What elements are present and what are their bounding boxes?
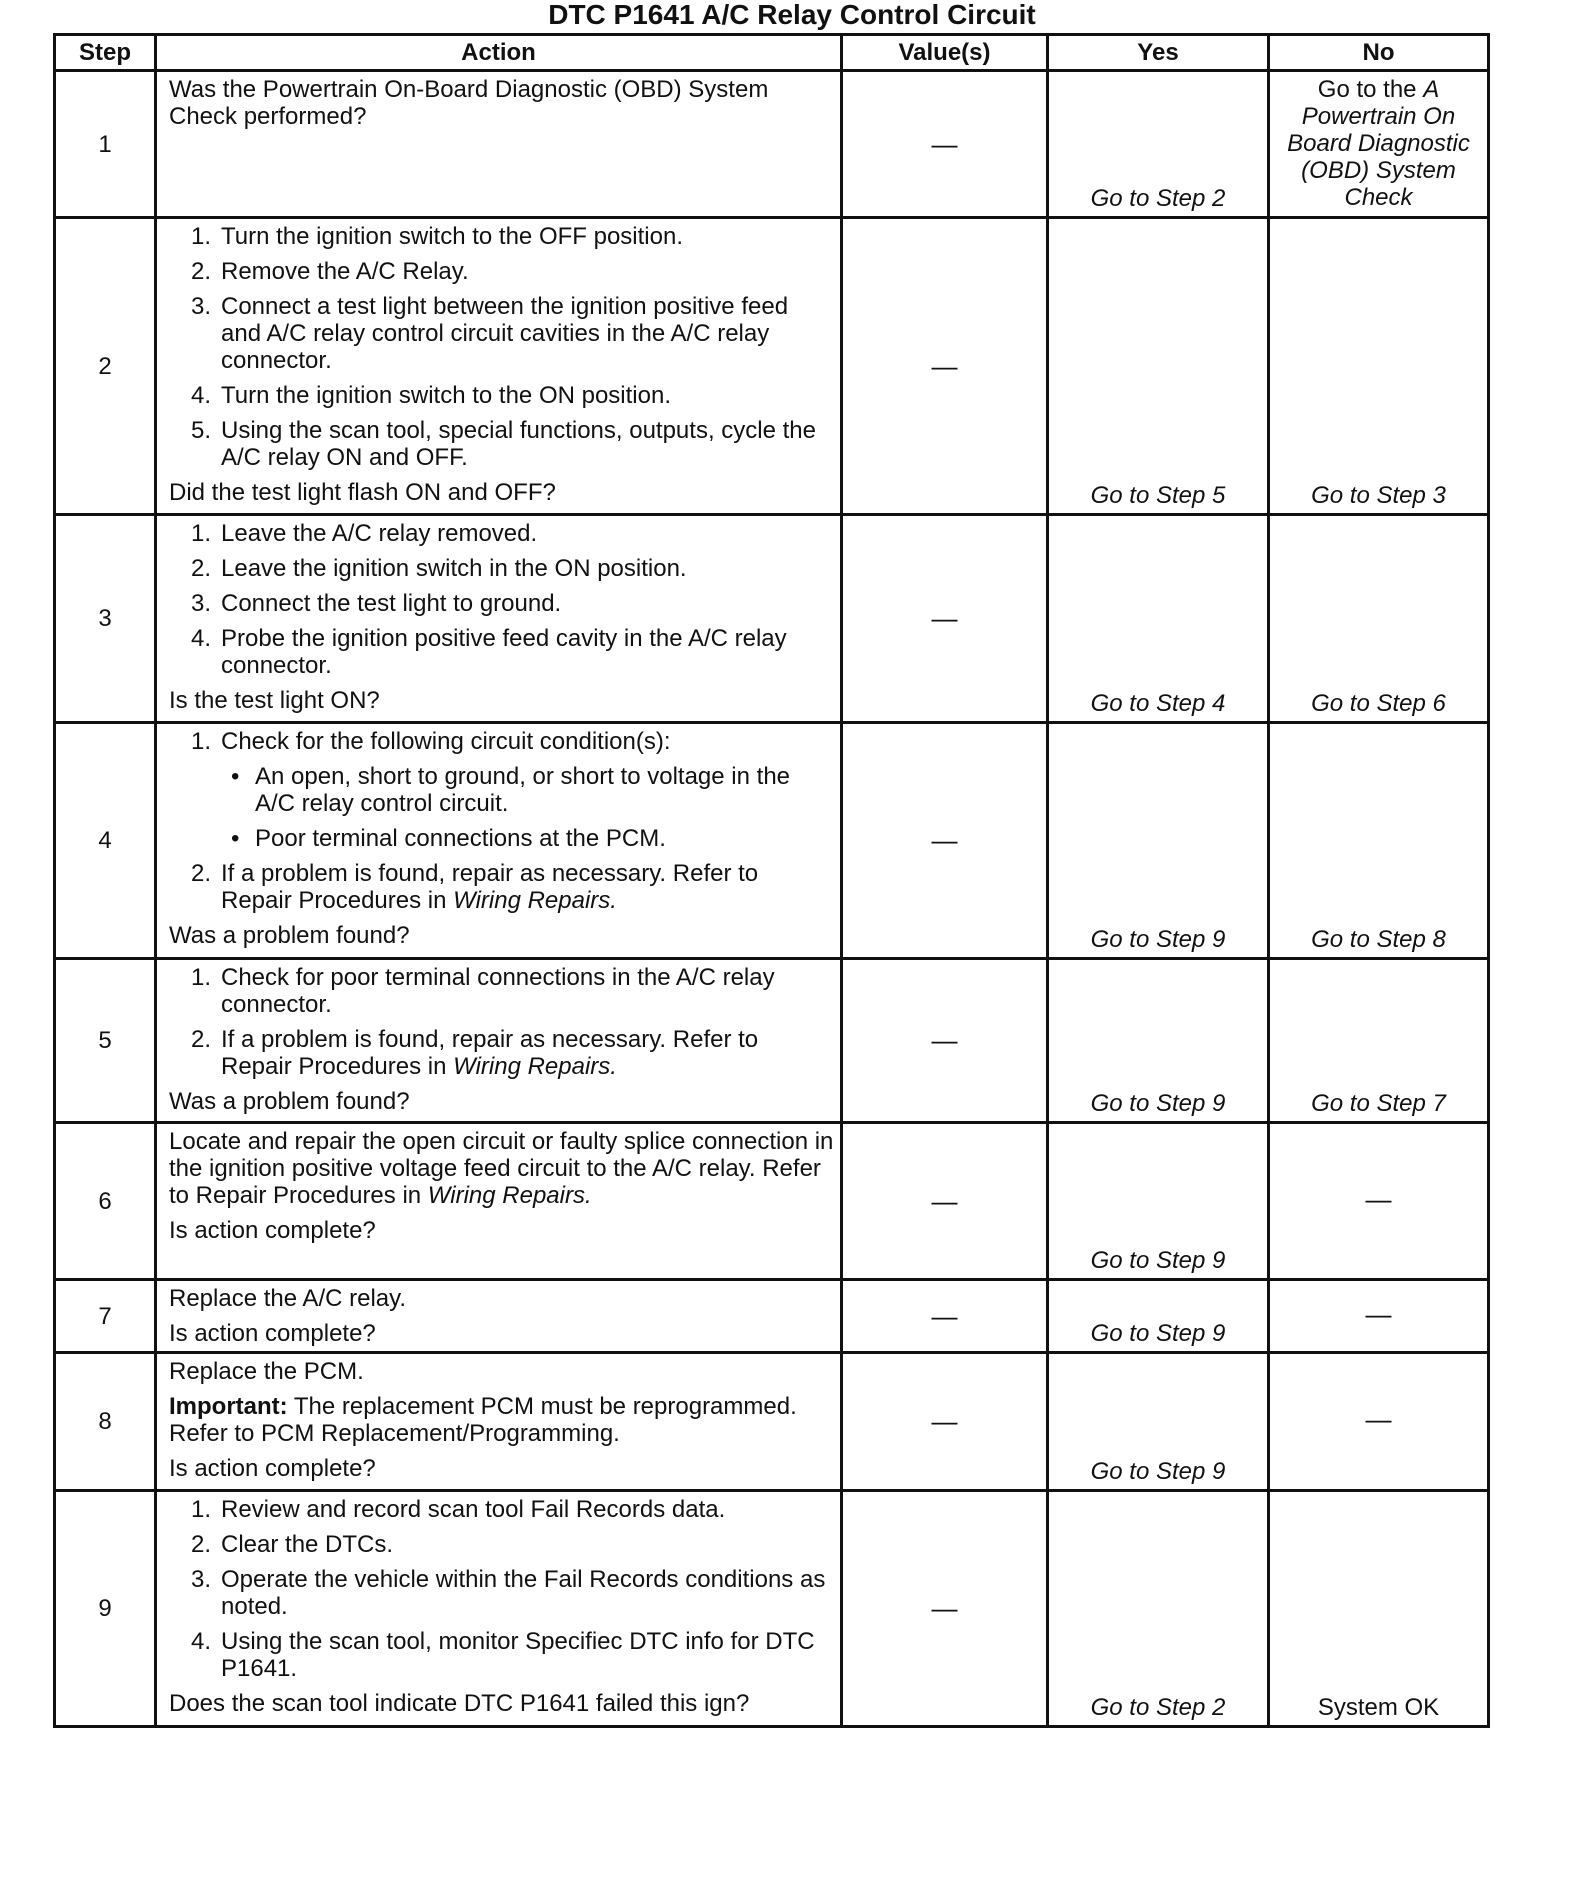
action-text: Was the Powertrain On-Board Diagnostic (OBD) System Check performed? [169, 76, 769, 130]
list-item: 3. Connect a test light between the ignition positive feed and A/C relay control circuit cavities in the A/C relay connector. [190, 293, 789, 374]
list-item: 3. Operate the vehicle within the Fail Records conditions as noted. [190, 1566, 826, 1620]
column-header-step: Step [55, 35, 156, 71]
action-cell [156, 1280, 842, 1353]
action-question: Was a problem found? [169, 1088, 410, 1115]
step-number: 5 [55, 959, 156, 1123]
yes-cell: Go to Step 9 [1048, 1280, 1269, 1353]
step-number: 1 [55, 71, 156, 218]
no-text: Go to the [1317, 76, 1424, 103]
table-row [55, 71, 1489, 218]
no-cell [1269, 71, 1489, 218]
list-item: 1. Review and record scan tool Fail Records data. [190, 1496, 726, 1523]
value-cell: — [842, 71, 1048, 218]
step-number: 2 [55, 218, 156, 515]
action-question: Is the test light ON? [169, 687, 380, 714]
step-number: 3 [55, 515, 156, 723]
list-item: 3. Connect the test light to ground. [190, 590, 562, 617]
no-cell: Go to Step 3 [1269, 218, 1489, 515]
action-text: Replace the A/C relay. [169, 1285, 407, 1312]
list-item: 2. Leave the ignition switch in the ON position. [190, 555, 687, 582]
list-item: 4. Using the scan tool, monitor Specifiec DTC info for DTC P1641. [190, 1628, 815, 1682]
table-header-row [55, 35, 1489, 71]
action-cell [156, 1491, 842, 1727]
step-number: 4 [55, 723, 156, 959]
list-item: 2. If a problem is found, repair as necessary. Refer to Repair Procedures in Wiring Repairs. [190, 1026, 759, 1080]
yes-cell: Go to Step 4 [1048, 515, 1269, 723]
value-cell: — [842, 1353, 1048, 1491]
table-row [55, 959, 1489, 1123]
yes-cell: Go to Step 9 [1048, 1123, 1269, 1280]
value-cell: — [842, 218, 1048, 515]
table-row [55, 1491, 1489, 1727]
yes-cell: Go to Step 2 [1048, 1491, 1269, 1727]
diagnostic-table [53, 33, 1490, 1728]
list-item: 1. Turn the ignition switch to the OFF position. [190, 223, 683, 250]
action-question: Does the scan tool indicate DTC P1641 failed this ign? [169, 1690, 750, 1717]
no-cell: — [1269, 1353, 1489, 1491]
table-row [55, 218, 1489, 515]
action-cell [156, 515, 842, 723]
action-text: Replace the PCM. [169, 1358, 364, 1385]
value-cell: — [842, 1280, 1048, 1353]
value-cell: — [842, 1123, 1048, 1280]
no-cell: Go to Step 6 [1269, 515, 1489, 723]
table-row [55, 723, 1489, 959]
page-title: DTC P1641 A/C Relay Control Circuit [548, 0, 1036, 30]
column-header-yes: Yes [1048, 35, 1269, 71]
list-item: 1. Check for poor terminal connections in the A/C relay connector. [190, 964, 775, 1018]
list-item: 1. Leave the A/C relay removed. [190, 520, 538, 547]
action-question: Is action complete? [169, 1320, 376, 1347]
yes-cell: Go to Step 9 [1048, 723, 1269, 959]
action-cell [156, 1123, 842, 1280]
action-cell [156, 71, 842, 218]
value-cell: — [842, 1491, 1048, 1727]
no-text-italic: A Powertrain On Board Diagnostic (OBD) System Check [1287, 76, 1470, 211]
action-question: Did the test light flash ON and OFF? [169, 479, 556, 506]
no-cell: Go to Step 7 [1269, 959, 1489, 1123]
column-header-no: No [1269, 35, 1489, 71]
no-cell: — [1269, 1280, 1489, 1353]
action-question: Is action complete? [169, 1455, 376, 1482]
table-row [55, 1123, 1489, 1280]
yes-cell: Go to Step 9 [1048, 1353, 1269, 1491]
list-item: 1. Check for the following circuit condition(s): [190, 728, 671, 755]
action-question: Is action complete? [169, 1217, 376, 1244]
step-number: 7 [55, 1280, 156, 1353]
bullet-item: • Poor terminal connections at the PCM. [231, 825, 666, 852]
table-row [55, 1353, 1489, 1491]
list-item: 4. Probe the ignition positive feed cavity in the A/C relay connector. [190, 625, 787, 679]
action-text: Locate and repair the open circuit or faulty splice connection in the ignition positive voltage feed circuit to the A/C relay. Refer to Repair Procedures in Wiring Repairs. [169, 1128, 834, 1209]
yes-cell: Go to Step 5 [1048, 218, 1269, 515]
list-item: 2. If a problem is found, repair as necessary. Refer to Repair Procedures in Wiring Repairs. [190, 860, 759, 914]
action-cell [156, 959, 842, 1123]
important-note: Important: The replacement PCM must be reprogrammed. Refer to PCM Replacement/Programming. [169, 1393, 797, 1447]
column-header-values: Value(s) [842, 35, 1048, 71]
value-cell: — [842, 515, 1048, 723]
list-item: 5. Using the scan tool, special functions, outputs, cycle the A/C relay ON and OFF. [190, 417, 816, 471]
step-number: 6 [55, 1123, 156, 1280]
list-item: 2. Remove the A/C Relay. [190, 258, 469, 285]
action-cell [156, 218, 842, 515]
no-cell: Go to Step 8 [1269, 723, 1489, 959]
step-number: 9 [55, 1491, 156, 1727]
list-item: 2. Clear the DTCs. [190, 1531, 394, 1558]
table-row [55, 1280, 1489, 1353]
action-cell [156, 723, 842, 959]
no-cell: — [1269, 1123, 1489, 1280]
yes-cell: Go to Step 9 [1048, 959, 1269, 1123]
no-cell: System OK [1269, 1491, 1489, 1727]
bullet-item: • An open, short to ground, or short to voltage in the A/C relay control circuit. [231, 763, 791, 817]
yes-cell: Go to Step 2 [1048, 71, 1269, 218]
table-row [55, 515, 1489, 723]
value-cell: — [842, 723, 1048, 959]
step-number: 8 [55, 1353, 156, 1491]
list-item: 4. Turn the ignition switch to the ON position. [190, 382, 671, 409]
action-question: Was a problem found? [169, 922, 410, 949]
action-cell [156, 1353, 842, 1491]
value-cell: — [842, 959, 1048, 1123]
column-header-action: Action [156, 35, 842, 71]
